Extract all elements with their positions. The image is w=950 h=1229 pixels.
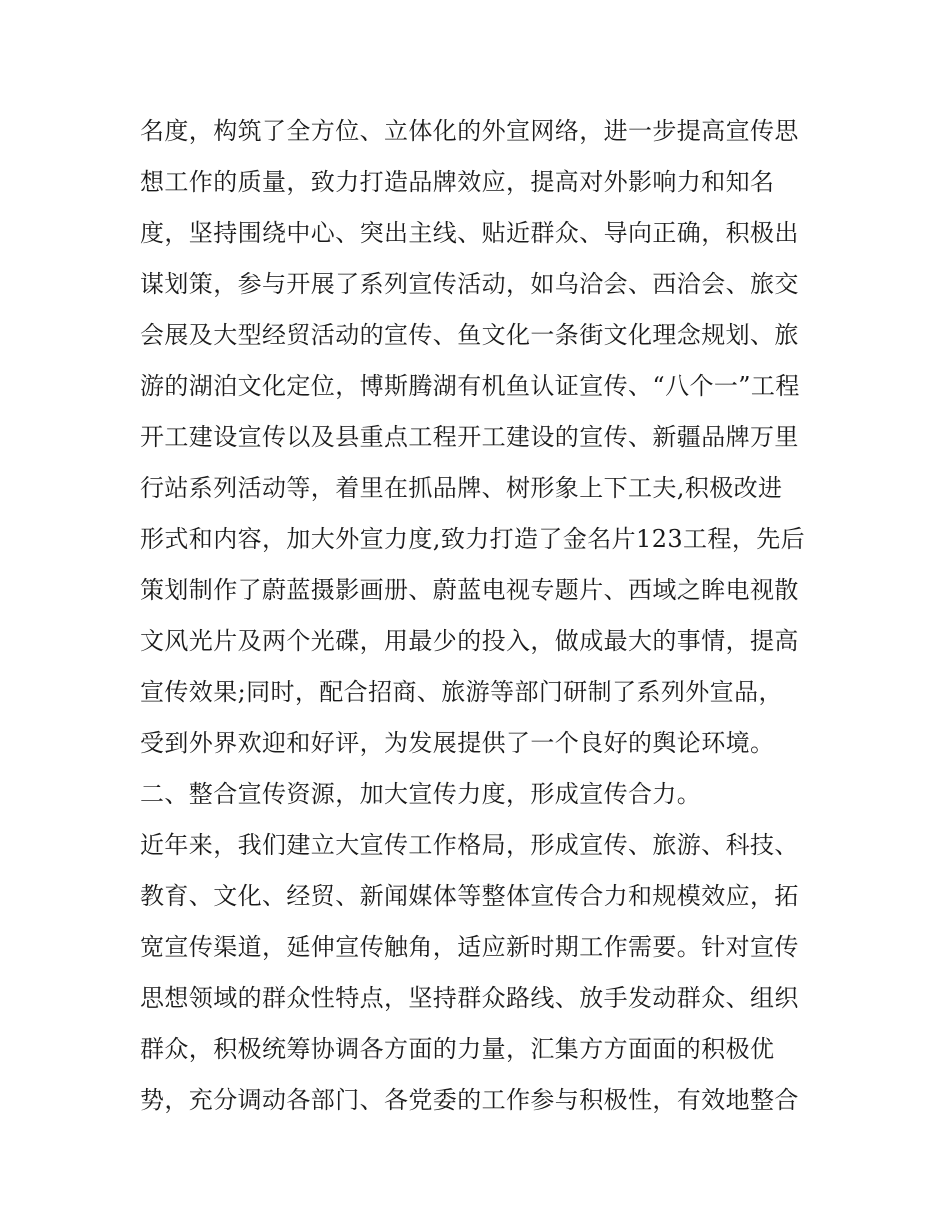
- text-line: 谋划策，参与开展了系列宣传活动，如乌洽会、西洽会、旅交: [140, 270, 799, 298]
- text-line: 游的湖泊文化定位，博斯腾湖有机鱼认证宣传、“八个一”工程: [140, 372, 800, 400]
- text-line: 行站系列活动等，着里在抓品牌、树形象上下工夫,积极改进: [140, 474, 783, 502]
- text-line: 群众，积极统筹协调各方面的力量，汇集方方面面的积极优: [140, 1035, 775, 1063]
- text-line: 策划制作了蔚蓝摄影画册、蔚蓝电视专题片、西域之眸电视散: [140, 576, 799, 604]
- text-line: 受到外界欢迎和好评，为发展提供了一个良好的舆论环境。: [140, 729, 775, 757]
- text-line: 形式和内容，加大外宣力度,致力打造了金名片123工程，先后: [140, 525, 806, 553]
- text-line: 度，坚持围绕中心、突出主线、贴近群众、导向正确，积极出: [140, 219, 799, 247]
- text-line: 开工建设宣传以及县重点工程开工建设的宣传、新疆品牌万里: [140, 423, 799, 451]
- text-line: 教育、文化、经贸、新闻媒体等整体宣传合力和规模效应，拓: [140, 882, 799, 910]
- text-line: 想工作的质量，致力打造品牌效应，提高对外影响力和知名: [140, 168, 775, 196]
- text-line: 文风光片及两个光碟，用最少的投入，做成最大的事情，提高: [140, 627, 799, 655]
- text-line: 宽宣传渠道，延伸宣传触角，适应新时期工作需要。针对宣传: [140, 933, 799, 961]
- text-line: 名度，构筑了全方位、立体化的外宣网络，进一步提高宣传思: [140, 117, 799, 145]
- text-line: 近年来，我们建立大宣传工作格局，形成宣传、旅游、科技、: [140, 831, 799, 859]
- text-line: 势，充分调动各部门、各党委的工作参与积极性，有效地整合: [140, 1086, 799, 1114]
- text-line: 思想领域的群众性特点，坚持群众路线、放手发动群众、组织: [140, 984, 799, 1012]
- text-line: 宣传效果;同时，配合招商、旅游等部门研制了系列外宣品，: [140, 678, 783, 706]
- section-heading: 二、整合宣传资源，加大宣传力度，形成宣传合力。: [140, 780, 702, 808]
- body-text: [140, 106, 830, 1126]
- text-line: 会展及大型经贸活动的宣传、鱼文化一条街文化理念规划、旅: [140, 321, 799, 349]
